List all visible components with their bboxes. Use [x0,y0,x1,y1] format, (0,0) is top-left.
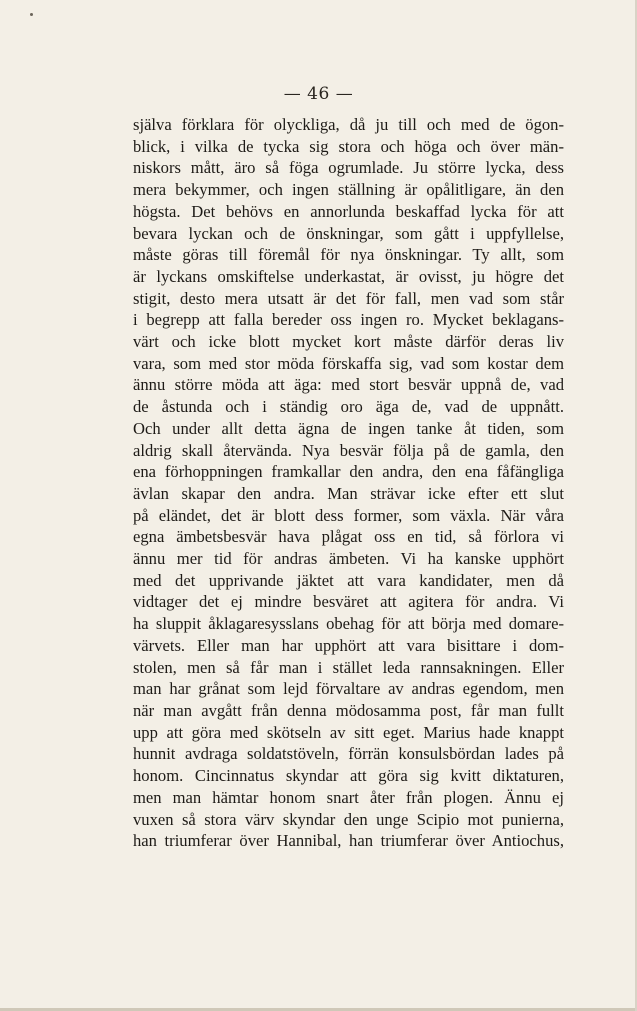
text-line-4: mera bekymmer, och ingen ställning är opålitligare, än den [133,180,564,200]
text-line-12: vara, som med stor möda förskaffa sig, vad som kostar dem [133,353,564,373]
text-line-32: men man hämtar honom snart åter från plogen. Ännu ej [133,787,564,807]
text-line-26: stolen, men så får man i stället leda rannsakningen. Eller [133,657,564,677]
paper-speck [30,13,33,16]
text-line-7: måste göras till föremål för nya önskningar. Ty allt, som [133,245,564,265]
text-line-27: man har grånat som lejd förvaltare av andras egendom, men [133,679,564,699]
text-line-16: aldrig skall återvända. Nya besvär följa på de gamla, den [133,440,564,460]
text-line-20: egna ämbetsbesvär hava plågat oss en tid, så förlora vi [133,527,564,547]
text-line-29: upp att göra med skötseln av sitt eget. Marius hade knappt [133,722,564,742]
text-line-21: ännu mer tid för andras ämbeten. Vi ha kanske upphört [133,549,564,569]
page-number: — 46 — [283,84,354,104]
text-line-30: hunnit avdraga soldatstöveln, förrän konsulsbördan lades på [133,744,564,764]
text-line-28: när man avgått från denna mödosamma post, får man fullt [133,700,564,720]
text-line-25: värvets. Eller man har upphört att vara bisittare i dom- [133,635,564,655]
text-line-24: ha sluppit åklagaresysslans obehag för att börja med domare- [133,614,564,634]
text-line-2: blick, i vilka de tycka sig stora och höga och över män- [133,136,564,156]
text-line-11: värt och icke blott mycket kort måste därför deras liv [133,332,564,352]
text-line-31: honom. Cincinnatus skyndar att göra sig kvitt diktaturen, [133,766,564,786]
text-line-13: ännu större möda att äga: med stort besvär uppnå de, vad [133,375,564,395]
text-line-1: själva förklara för olyckliga, då ju till och med de ögon- [133,115,564,134]
text-line-10: i begrepp att falla bereder oss ingen ro. Mycket beklagans- [133,310,564,330]
text-line-9: stigit, desto mera utsatt är det för fall, men vad som står [133,288,564,308]
text-line-5: högsta. Det behövs en annorlunda beskaffad lycka för att [133,201,564,221]
body-text [133,114,564,852]
text-line-15: Och under allt detta ägna de ingen tanke åt tiden, som [133,418,564,438]
text-line-14: de åstunda och i ständig oro äga de, vad de uppnått. [133,397,564,417]
text-line-19: på eländet, det är blott dess former, som växla. När våra [133,505,564,525]
text-line-6: bevara lyckan och de önskningar, som gått i uppfyllelse, [133,223,564,243]
text-line-3: niskors mått, äro så föga ogrumlade. Ju större lycka, dess [133,158,564,178]
text-line-18: ävlan skapar den andra. Man strävar icke efter ett slut [133,483,564,503]
text-line-8: är lyckans omskiftelse underkastat, är ovisst, ju högre det [133,266,564,286]
text-line-33: vuxen så stora värv skyndar den unge Scipio mot punierna, [133,809,564,829]
text-line-17: ena förhoppningen framkallar den andra, den ena fåfängliga [133,462,564,482]
text-line-23: vidtager det ej mindre besväret att agitera för andra. Vi [133,592,564,612]
text-line-34: han triumferar över Hannibal, han triumferar över Antiochus, [133,831,564,851]
text-line-22: med det upprivande jäktet att vara kandidater, men då [133,570,564,590]
